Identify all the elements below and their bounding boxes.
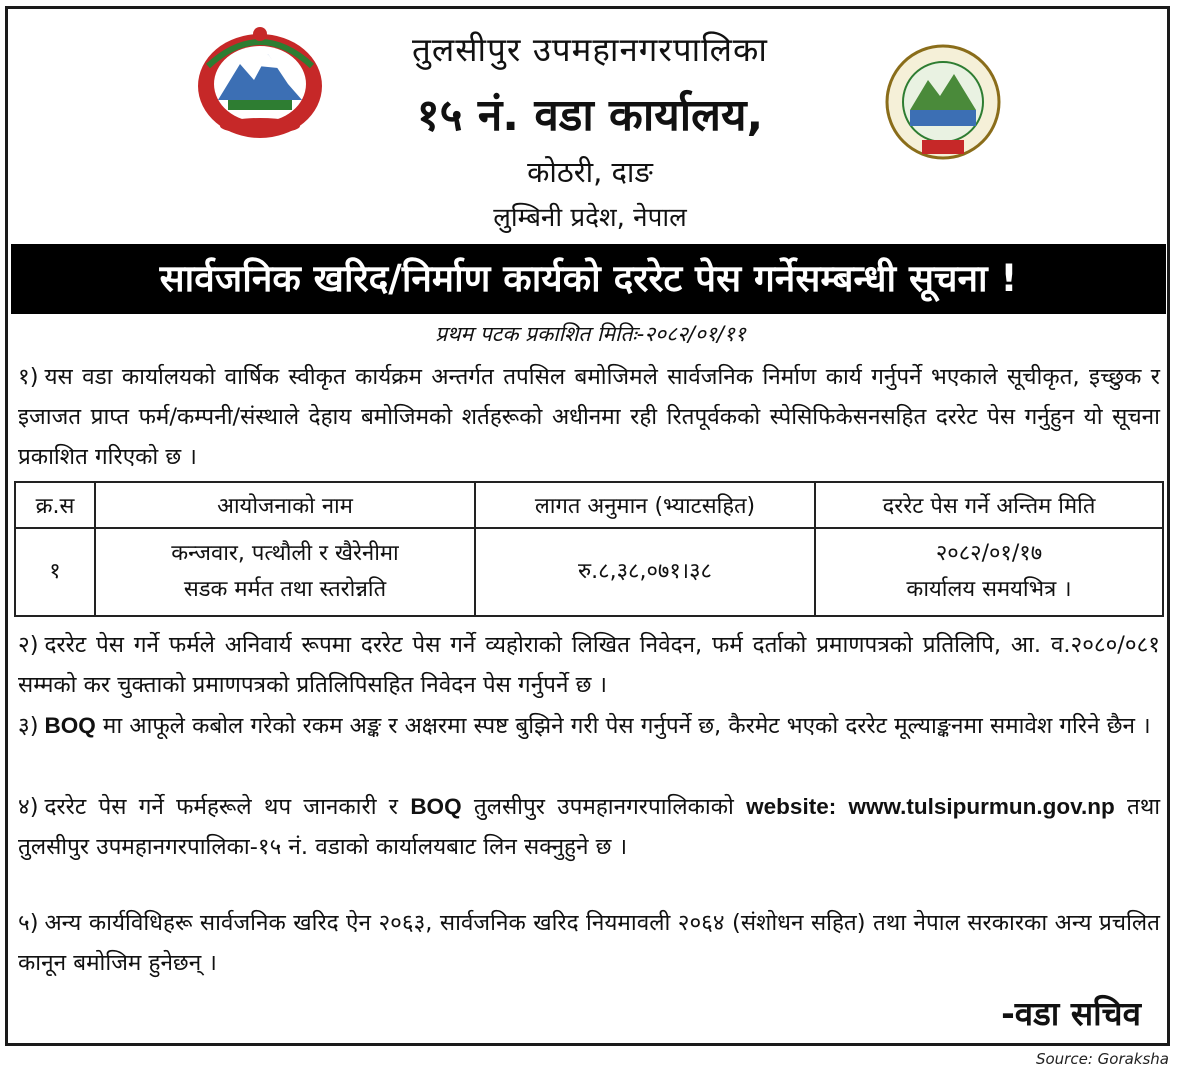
project-table bbox=[14, 481, 1164, 617]
paragraph-text: दररेट पेस गर्ने फर्मले अनिवार्य रूपमा दररेट पेस गर्ने व्यहोराको लिखित निवेदन, फर्म दर्ताको प्रमाणपत्रको प्रतिलिपि, आ. व.२०८०/०८१ सम्मको कर चुक्ताको प्रमाणपत्रको प्रतिलिपिसहित निवेदन पेस गर्नुपर्ने छ । bbox=[18, 632, 1160, 698]
boq-term: BOQ bbox=[44, 713, 96, 738]
website-label: website: bbox=[746, 794, 837, 819]
header-project-name: आयोजनाको नाम bbox=[95, 482, 475, 528]
municipality-name: तुलसीपुर उपमहानगरपालिका bbox=[412, 30, 768, 69]
paragraph-text-b: तुलसीपुर उपमहानगरपालिकाको bbox=[473, 794, 734, 820]
table-row bbox=[15, 528, 1163, 616]
boq-term: BOQ bbox=[410, 794, 462, 819]
paragraph-number: १) bbox=[18, 364, 39, 390]
paragraph-3 bbox=[18, 706, 1160, 746]
deadline-note: कार्यालय समयभित्र । bbox=[906, 577, 1072, 602]
header-cost-estimate: लागत अनुमान (भ्याटसहित) bbox=[475, 482, 815, 528]
header-deadline: दररेट पेस गर्ने अन्तिम मिति bbox=[815, 482, 1163, 528]
province-country: लुम्बिनी प्रदेश, नेपाल bbox=[493, 203, 687, 233]
paragraph-text-c: तथा तुलसीपुर उपमहानगरपालिका-१५ नं. वडाको कार्यालयबाट लिन सक्नुहुने छ । bbox=[18, 794, 1161, 860]
deadline-date: २०८२/०१/१७ bbox=[935, 541, 1043, 566]
project-name-line-2: सडक मर्मत तथा स्तरोन्नति bbox=[183, 577, 387, 602]
publication-date: प्रथम पटक प्रकाशित मितिः-२०८२/०१/११ bbox=[435, 322, 746, 346]
paragraph-number: ३) bbox=[18, 713, 39, 739]
paragraph-1 bbox=[18, 357, 1160, 477]
paragraph-text: अन्य कार्यविधिहरू सार्वजनिक खरिद ऐन २०६३, सार्वजनिक खरिद नियमावली २०६४ (संशोधन सहित) तथा नेपाल सरकारका अन्य प्रचलित कानून बमोजिम हुनेछन् । bbox=[18, 910, 1160, 976]
tulsipur-municipality-logo bbox=[878, 40, 1008, 165]
ward-office-title: १५ नं. वडा कार्यालय, bbox=[416, 90, 764, 141]
office-location: कोठरी, दाङ bbox=[527, 155, 653, 189]
paragraph-text-a: दररेट पेस गर्ने फर्महरूले थप जानकारी र bbox=[44, 794, 399, 820]
cell-cost: रु.८,३८,०७१।३८ bbox=[475, 528, 815, 616]
signature-ward-secretary: -वडा सचिव bbox=[1001, 994, 1141, 1033]
paragraph-number: ४) bbox=[18, 794, 39, 820]
source-credit: Source: Goraksha bbox=[1035, 1050, 1169, 1068]
cell-deadline bbox=[815, 528, 1163, 616]
header-serial: क्र.स bbox=[15, 482, 95, 528]
paragraph-number: २) bbox=[18, 632, 39, 658]
cell-serial: १ bbox=[15, 528, 95, 616]
table-header-row bbox=[15, 482, 1163, 528]
paragraph-2 bbox=[18, 625, 1160, 705]
project-name-line-1: कन्जवार, पत्थौली र खैरेनीमा bbox=[171, 541, 399, 566]
paragraph-number: ५) bbox=[18, 910, 39, 936]
paragraph-text: यस वडा कार्यालयको वार्षिक स्वीकृत कार्यक्रम अन्तर्गत तपसिल बमोजिमले सार्वजनिक निर्माण कार्य गर्नुपर्ने भएकाले सूचीकृत, इच्छुक र इजाजत प्राप्त फर्म/कम्पनी/संस्थाले देहाय बमोजिमको शर्तहरूको अधीनमा रही रितपूर्वकको स्पेसिफिकेसनसहित दररेट पेस गर्नुहुन यो सूचना प्रकाशित गरिएको छ । bbox=[18, 364, 1160, 470]
paragraph-text: मा आफूले कबोल गरेको रकम अङ्क र अक्षरमा स्पष्ट बुझिने गरी पेस गर्नुपर्ने छ, कैरमेट भएको दररेट मूल्याङ्कनमा समावेश गरिने छैन । bbox=[102, 713, 1151, 739]
website-link[interactable]: www.tulsipurmun.gov.np bbox=[848, 794, 1115, 819]
notice-banner: सार्वजनिक खरिद/निर्माण कार्यको दररेट पेस गर्नेसम्बन्धी सूचना ! bbox=[11, 244, 1166, 314]
cell-project-name bbox=[95, 528, 475, 616]
paragraph-5 bbox=[18, 903, 1160, 983]
paragraph-4 bbox=[18, 787, 1160, 867]
